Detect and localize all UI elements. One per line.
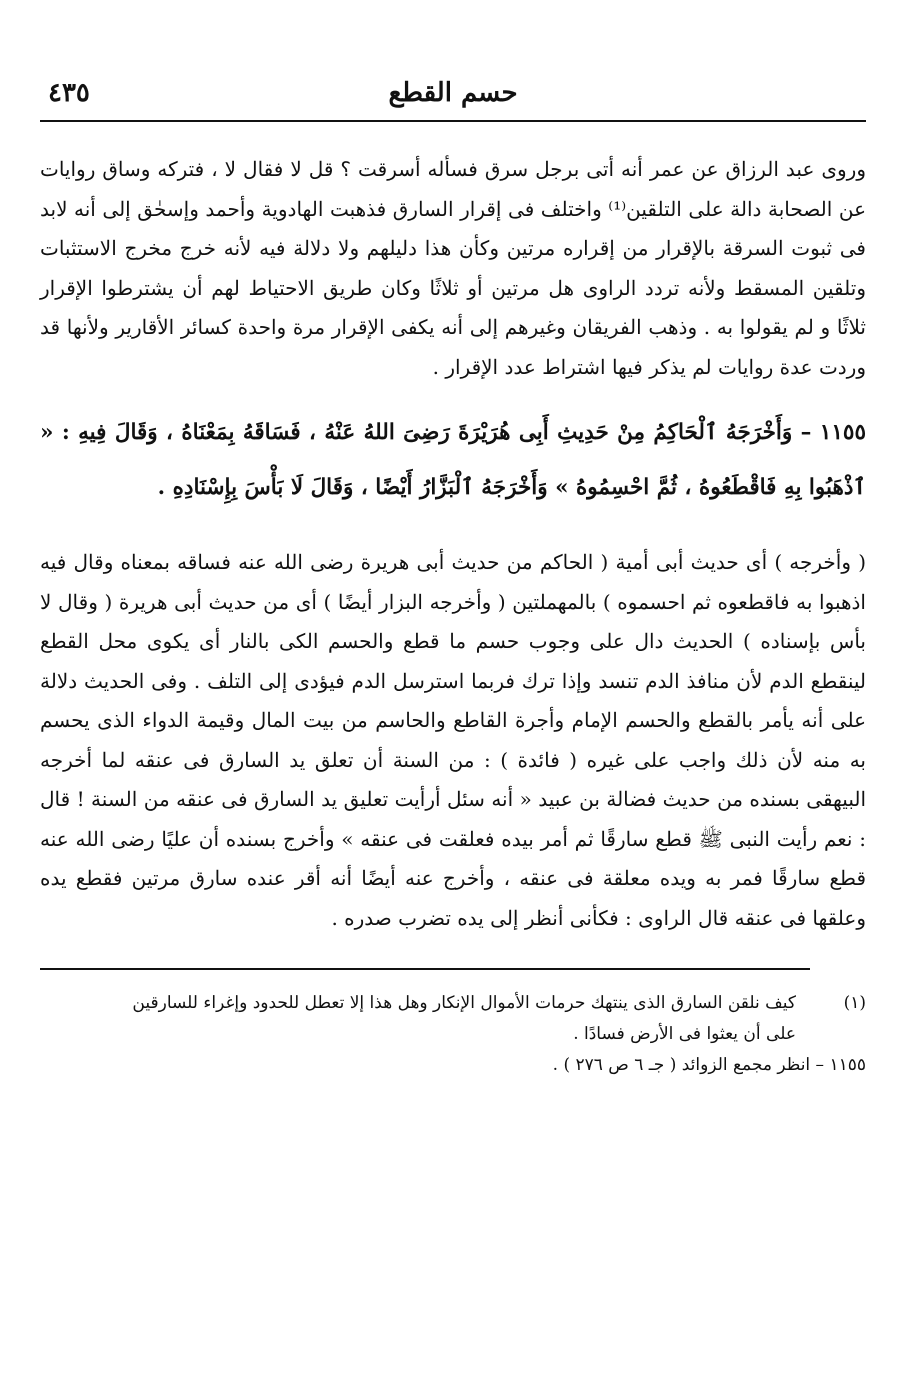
footnote-2: ١١٥٥ – انظر مجمع الزوائد ( جـ ٦ ص ٢٧٦ ) . [552,1055,866,1075]
footnotes [40,988,866,1081]
hadith-text: ١١٥٥ – وَأَخْرَجَهُ ٱلْحَاكِمُ مِنْ حَدِيثِ أَبِى هُرَيْرَةَ رَضِىَ اللهُ عَنْهُ ، فَسَاقَهُ بِمَعْنَاهُ ، وَقَالَ فِيهِ : « ٱذْهَبُوا بِهِ فَاقْطَعُوهُ ، ثُمَّ احْسِمُوهُ » وَأَخْرَجَهُ ٱلْبَزَّارُ أَيْضًا ، وَقَالَ لَا بَأْسَ بِإِسْنَادِهِ . [40,420,866,500]
footnote-1 [40,988,866,1019]
footnote-1-marker: (١) [843,993,866,1013]
page-header [40,60,866,122]
running-title: حسم القطع [388,78,518,108]
body-paragraph-1: وروى عبد الرزاق عن عمر أنه أتى برجل سرق فسأله أسرقت ؟ قل لا فقال لا ، فتركه وساق روايات عن الصحابة دالة على التلقين⁽¹⁾ واختلف فى إقرار السارق فذهبت الهادوية وأحمد وإسحٰق إلى أنه لابد فى ثبوت السرقة بالإقرار من إقراره مرتين وكأن هذا دليلهم ولا دلالة فيه لأنه خرج مخرج الاستثبات وتلقين المسقط ولأنه تردد الراوى هل مرتين أو ثلاثًا وكان طريق الاحتياط لهم أن يشترطوا الإقرار ثلاثًا و لم يقولوا به . وذهب الفريقان وغيرهم إلى أنه يكفى الإقرار مرة واحدة كسائر الأقارير ولأنها قد وردت عدة روايات لم يذكر فيها اشتراط عدد الإقرار . [40,157,866,379]
footnote-divider [40,968,810,970]
footnote-1-line-2: على أن يعثوا فى الأرض فسادًا . [573,1024,796,1044]
footnote-1-line-1: كيف نلقن السارق الذى ينتهك حرمات الأموال الإنكار وهل هذا إلا تعطل للحدود وإغراء للسارقين [132,993,796,1013]
book-page [40,60,866,1081]
page-number: ٤٣٥ [48,78,90,108]
commentary-paragraph: ( وأخرجه ) أى حديث أبى أمية ( الحاكم من حديث أبى هريرة رضى الله عنه فساقه بمعناه وقال فيه اذهبوا به فاقطعوه ثم احسموه ) بالمهملتين ( وأخرجه البزار أيضًا ) أى من حديث أبى هريرة ( وقال لا بأس بإسناده ) الحديث دال على وجوب حسم ما قطع والحسم الكى بالنار أى يكوى محل القطع لينقطع الدم لأن منافذ الدم تنسد وإذا ترك فربما استرسل الدم فيؤدى إلى التلف . وفى الحديث دلالة على أنه يأمر بالقطع والحسم الإمام وأجرة القاطع والحاسم من بيت المال وقيمة الدواء الذى يحسم به منه لأن ذلك واجب على غيره ( فائدة ) : من السنة أن تعلق يد السارق فى عنقه لما أخرجه البيهقى بسنده من حديث فضالة بن عبيد « أنه سئل أرأيت تعليق يد السارق فى عنقه من السنة ! قال : نعم رأيت النبى ﷺ قطع سارقًا ثم أمر بيده فعلقت فى عنقه » وأخرج بسنده أن عليًا رضى الله عنه قطع سارقًا فمر به ويده معلقة فى عنقه ، وأخرج عنه أيضًا أنه أقر عنده سارق مرتين فقطع يده وعلقها فى عنقه قال الراوى : فكأنى أنظر إلى يده تضرب صدره . [40,550,867,930]
